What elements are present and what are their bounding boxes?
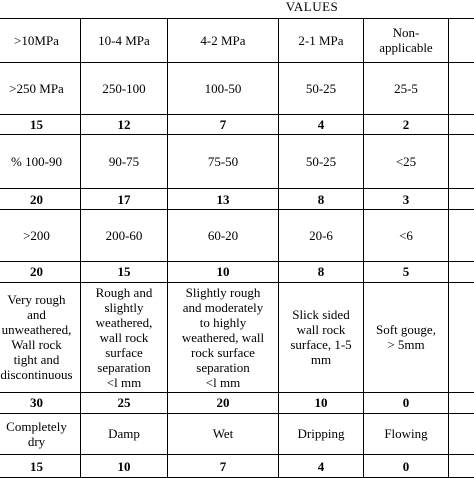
rating-table <box>0 18 474 478</box>
range-cell <box>449 135 474 189</box>
rating-score-cell: 13 <box>168 189 279 210</box>
rating-score-cell: 15 <box>0 114 81 135</box>
parameter-range-row <box>0 282 474 392</box>
rating-score-cell: 10 <box>81 455 168 478</box>
parameter-range-row <box>0 135 474 189</box>
range-cell: Wet <box>168 413 279 455</box>
rating-score-cell: 12 <box>81 114 168 135</box>
range-cell: Flowing <box>364 413 449 455</box>
range-cell: 50-25 <box>279 62 364 114</box>
rating-score-cell: 3 <box>364 189 449 210</box>
range-cell <box>449 282 474 392</box>
rating-score-cell: 7 <box>168 455 279 478</box>
parameter-range-row <box>0 19 474 63</box>
range-cell: Completely dry <box>0 413 81 455</box>
rating-score-cell: 0 <box>364 392 449 413</box>
rating-table-body <box>0 19 474 478</box>
rating-score-cell <box>449 114 474 135</box>
rating-score-cell: 8 <box>279 189 364 210</box>
rating-score-cell: 30 <box>0 392 81 413</box>
range-cell: >250 MPa <box>0 62 81 114</box>
range-cell: Slightly rough and moderately to highly weathered, wall rock surface separation <l mm <box>168 282 279 392</box>
rating-score-cell: 25 <box>81 392 168 413</box>
range-cell: Rough and slightly weathered, wall rock surface separation <l mm <box>81 282 168 392</box>
rating-score-row <box>0 392 474 413</box>
rating-score-cell: 15 <box>81 261 168 282</box>
range-cell: Damp <box>81 413 168 455</box>
rating-score-cell <box>449 392 474 413</box>
rating-score-cell: 4 <box>279 114 364 135</box>
range-cell <box>449 62 474 114</box>
rating-score-row <box>0 261 474 282</box>
range-cell: Very rough and unweathered, Wall rock tight and discontinuous <box>0 282 81 392</box>
range-cell: 250-100 <box>81 62 168 114</box>
rating-score-cell: 4 <box>279 455 364 478</box>
parameter-range-row <box>0 210 474 262</box>
range-cell: 2-1 MPa <box>279 19 364 63</box>
range-cell <box>449 413 474 455</box>
rating-score-row <box>0 189 474 210</box>
range-cell: 100-50 <box>168 62 279 114</box>
parameter-range-row <box>0 62 474 114</box>
range-cell: Dripping <box>279 413 364 455</box>
range-cell: 75-50 <box>168 135 279 189</box>
rating-score-cell: 10 <box>168 261 279 282</box>
rating-score-cell: 8 <box>279 261 364 282</box>
rating-score-row <box>0 455 474 478</box>
range-cell: Non- applicable <box>364 19 449 63</box>
rating-score-row <box>0 114 474 135</box>
range-cell: >10MPa <box>0 19 81 63</box>
range-cell: 4-2 MPa <box>168 19 279 63</box>
range-cell: 10-4 MPa <box>81 19 168 63</box>
range-cell: Slick sided wall rock surface, 1-5 mm <box>279 282 364 392</box>
parameter-range-row <box>0 413 474 455</box>
rating-score-cell: 20 <box>0 261 81 282</box>
rating-score-cell: 20 <box>168 392 279 413</box>
range-cell: % 100-90 <box>0 135 81 189</box>
range-cell <box>449 210 474 262</box>
range-cell: 200-60 <box>81 210 168 262</box>
range-cell: Soft gouge, > 5mm <box>364 282 449 392</box>
range-cell: 25-5 <box>364 62 449 114</box>
range-cell: 20-6 <box>279 210 364 262</box>
rating-score-cell: 10 <box>279 392 364 413</box>
rating-score-cell <box>449 261 474 282</box>
rating-score-cell: 2 <box>364 114 449 135</box>
rating-score-cell: 15 <box>0 455 81 478</box>
rating-table-container <box>0 18 474 478</box>
range-cell: <25 <box>364 135 449 189</box>
rating-score-cell <box>449 455 474 478</box>
range-cell <box>449 19 474 63</box>
rating-score-cell: 17 <box>81 189 168 210</box>
range-cell: 50-25 <box>279 135 364 189</box>
range-cell: >200 <box>0 210 81 262</box>
range-cell: <6 <box>364 210 449 262</box>
values-heading: VALUES <box>0 0 474 17</box>
rating-score-cell: 20 <box>0 189 81 210</box>
rating-score-cell: 0 <box>364 455 449 478</box>
rating-score-cell <box>449 189 474 210</box>
rating-score-cell: 5 <box>364 261 449 282</box>
range-cell: 60-20 <box>168 210 279 262</box>
range-cell: 90-75 <box>81 135 168 189</box>
rating-score-cell: 7 <box>168 114 279 135</box>
